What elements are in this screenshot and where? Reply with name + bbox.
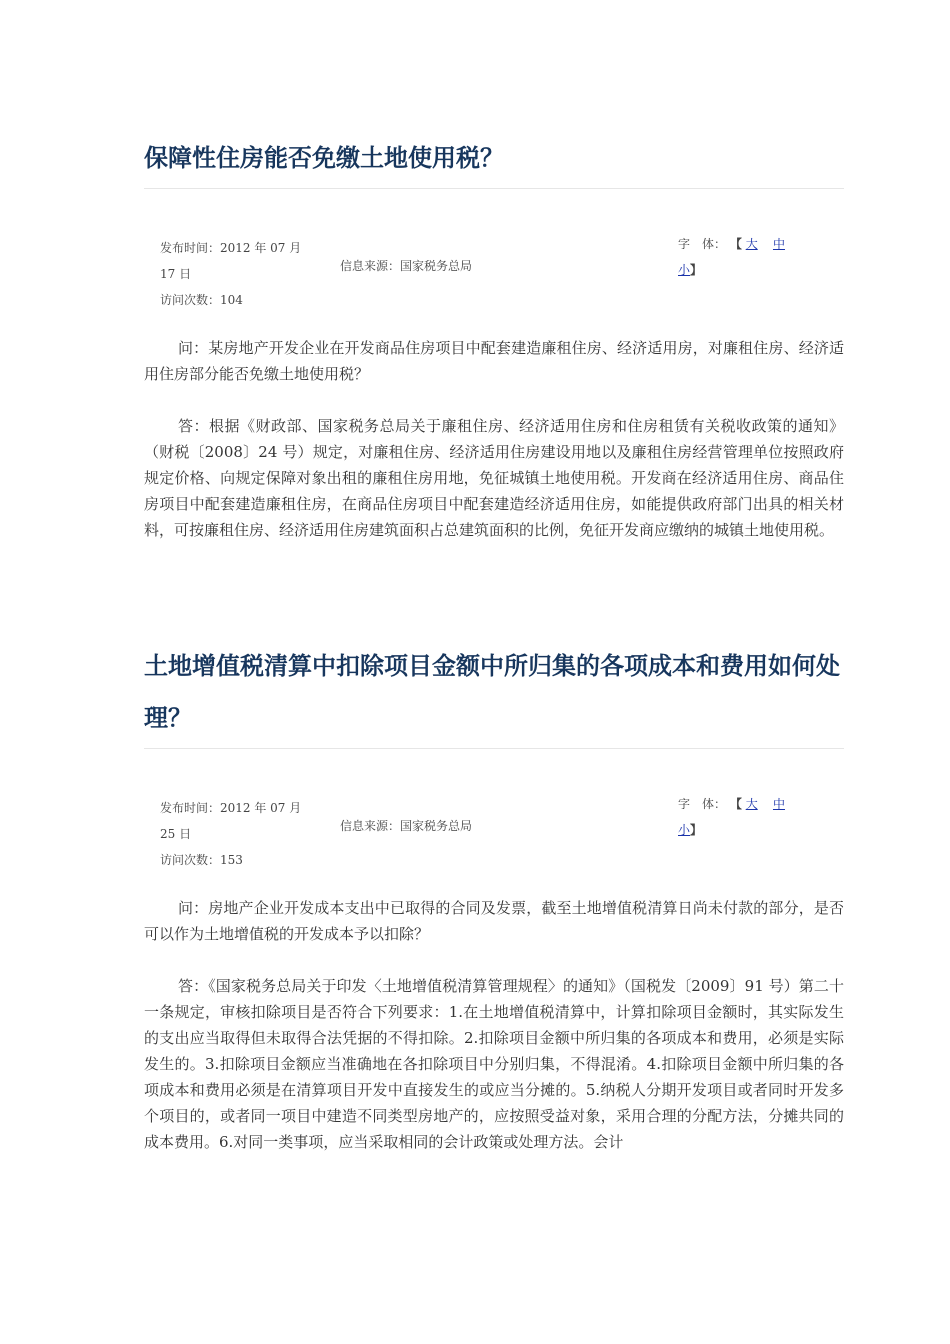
font-large-link[interactable]: 大 (745, 797, 758, 811)
article-1 (144, 132, 844, 543)
question-paragraph: 问：某房地产开发企业在开发商品住房项目中配套建造廉租住房、经济适用房，对廉租住房、经济适用住房部分能否免缴土地使用税？ (144, 339, 844, 383)
article-meta (144, 795, 844, 895)
info-source: 信息来源：国家税务总局 (340, 819, 473, 833)
font-bracket-close: 】 (690, 823, 703, 837)
font-medium-link[interactable]: 中 (772, 237, 785, 251)
meta-publish-info (160, 795, 330, 873)
font-size-selector (678, 231, 818, 283)
publish-date: 发布时间：2012 年 07 月 25 日 (160, 801, 302, 841)
info-source: 信息来源：国家税务总局 (340, 259, 473, 273)
font-label: 字 体： (678, 797, 727, 811)
font-large-link[interactable]: 大 (745, 237, 758, 251)
article-title: 保障性住房能否免缴土地使用税？ (144, 144, 504, 172)
font-bracket-close: 】 (690, 263, 703, 277)
font-bracket-open: 【 (729, 237, 742, 251)
font-small-link[interactable]: 小 (678, 823, 691, 837)
title-divider (144, 188, 844, 189)
answer-paragraph: 答：《国家税务总局关于印发〈土地增值税清算管理规程〉的通知》（国税发〔2009〕91 号）第二十一条规定，审核扣除项目是否符合下列要求：1.在土地增值税清算中，计算扣除项目金额时，其实际发生的支出应当取得但未取得合法凭据的不得扣除。2.扣除项目金额中所归集的各项成本和费用，必须是实际发生的。3.扣除项目金额应当准确地在各扣除项目中分别归集，不得混淆。4.扣除项目金额中所归集的各项成本和费用必须是在清算项目开发中直接发生的或应当分摊的。5.纳税人分期开发项目或者同时开发多个项目的，或者同一项目中建造不同类型房地产的，应按照受益对象，采用合理的分配方法，分摊共同的成本费用。6.对同一类事项，应当采取相同的会计政策或处理方法。会计 (144, 977, 844, 1151)
font-small-link[interactable]: 小 (678, 263, 691, 277)
article-2 (144, 640, 844, 1155)
title-divider (144, 748, 844, 749)
font-label: 字 体： (678, 237, 727, 251)
visit-count: 访问次数：104 (160, 293, 243, 307)
meta-publish-info (160, 235, 330, 313)
font-size-selector (678, 791, 818, 843)
answer-paragraph: 答：根据《财政部、国家税务总局关于廉租住房、经济适用住房和住房租赁有关税收政策的通知》（财税〔2008〕24 号）规定，对廉租住房、经济适用住房建设用地以及廉租住房经营管理单位按照政府规定价格、向规定保障对象出租的廉租住房用地，免征城镇土地使用税。开发商在经济适用住房、商品住房项目中配套建造廉租住房，在商品住房项目中配套建造经济适用住房，如能提供政府部门出具的相关材料，可按廉租住房、经济适用住房建筑面积占总建筑面积的比例，免征开发商应缴纳的城镇土地使用税。 (144, 417, 844, 539)
question-paragraph: 问：房地产企业开发成本支出中已取得的合同及发票，截至土地增值税清算日尚未付款的部分，是否可以作为土地增值税的开发成本予以扣除？ (144, 899, 844, 943)
article-meta (144, 235, 844, 335)
visit-count: 访问次数：153 (160, 853, 243, 867)
font-bracket-open: 【 (729, 797, 742, 811)
article-title: 土地增值税清算中扣除项目金额中所归集的各项成本和费用如何处理？ (144, 652, 840, 732)
publish-date: 发布时间：2012 年 07 月 17 日 (160, 241, 302, 281)
font-medium-link[interactable]: 中 (772, 797, 785, 811)
